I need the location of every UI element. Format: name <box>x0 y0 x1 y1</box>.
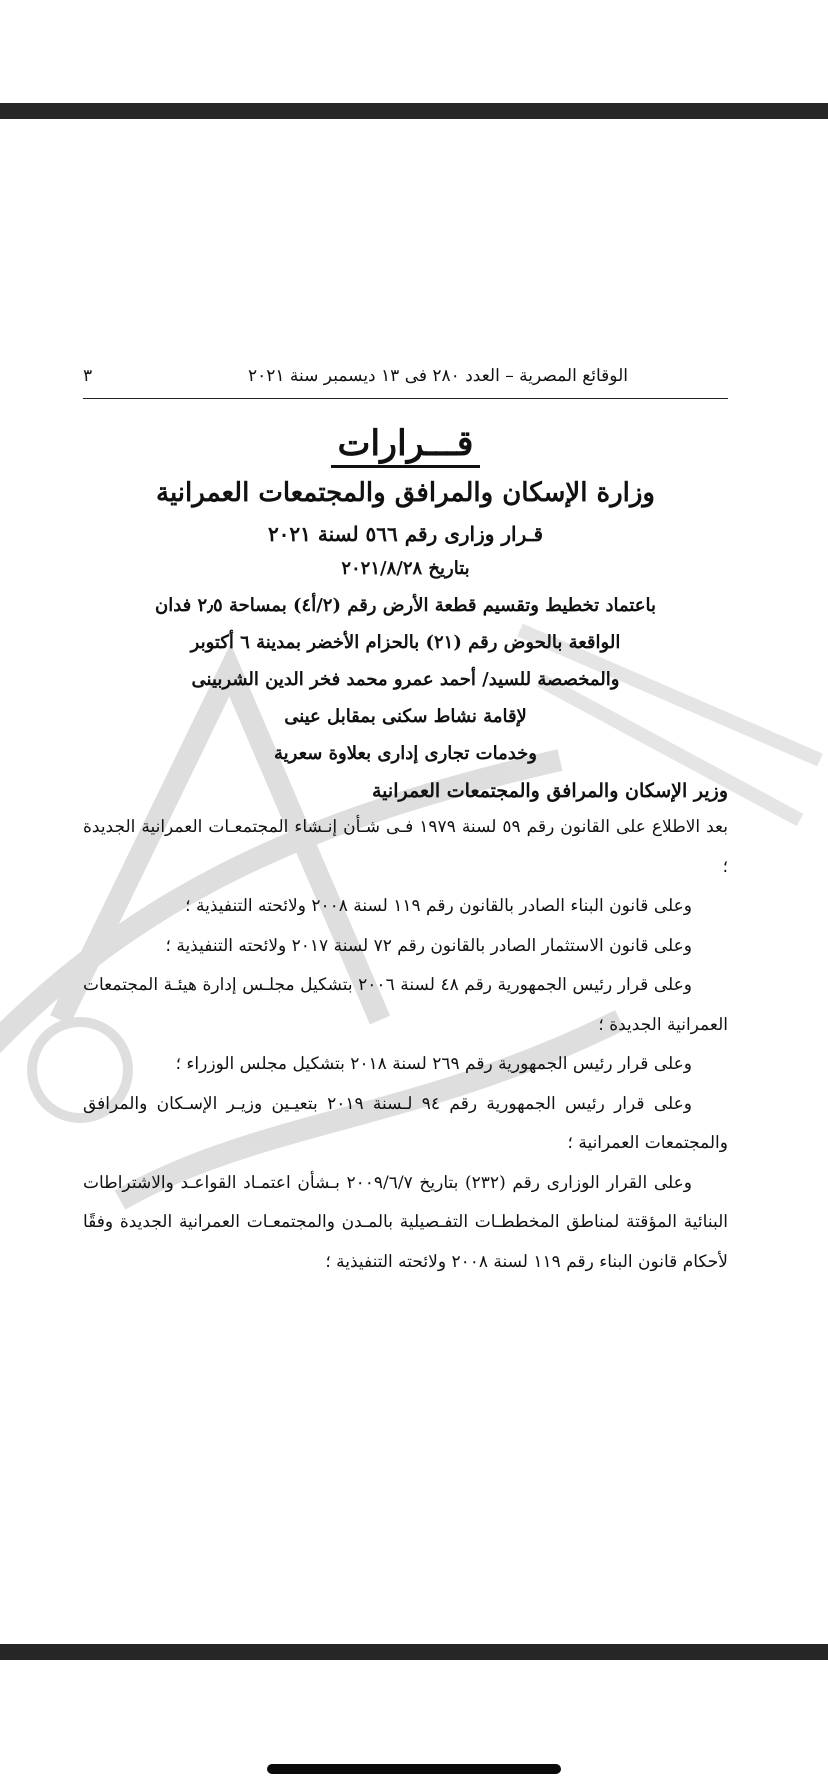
gazette-page <box>83 360 728 1282</box>
top-divider-bar <box>0 103 828 119</box>
decree-number: قـرار وزارى رقم ٥٦٦ لسنة ٢٠٢١ <box>267 522 544 546</box>
bottom-divider-bar <box>0 1644 828 1660</box>
subject-line: وخدمات تجارى إدارى بعلاوة سعرية <box>273 743 537 764</box>
page-number: ٣ <box>83 366 93 386</box>
preamble-paragraph: وعلى قرار رئيس الجمهورية رقم ٤٨ لسنة ٢٠٠٦ بتشكيل مجلـس إدارة هيئـة المجتمعات العمرانية الجديدة ؛ <box>83 975 728 1035</box>
subject-line: والمخصصة للسيد/ أحمد عمرو محمد فخر الدين الشربينى <box>191 669 620 690</box>
gazette-issue-title: الوقائع المصرية – العدد ٢٨٠ فى ١٣ ديسمبر سنة ٢٠٢١ <box>247 366 628 386</box>
decree-date: بتاريخ ٢٠٢١/٨/٢٨ <box>341 558 470 579</box>
preamble-paragraph: بعد الاطلاع على القانون رقم ٥٩ لسنة ١٩٧٩ فـى شـأن إنـشاء المجتمعـات العمرانية الجديدة ؛ <box>83 817 728 877</box>
section-title <box>83 421 728 467</box>
running-header <box>83 360 728 399</box>
preamble-paragraph: وعلى قانون البناء الصادر بالقانون رقم ١١٩ لسنة ٢٠٠٨ ولائحته التنفيذية ؛ <box>185 896 692 916</box>
preamble-paragraph: وعلى القرار الوزارى رقم (٢٣٢) بتاريخ ٢٠٠٩/٦/٧ بـشأن اعتمـاد القواعـد والاشتراطات البنائية المؤقتة لمناطق المخططـات التفـصيلية بالمـدن والمجتمعـات العمرانية الجديدة وفقًا لأحكام قانون البناء رقم ١١٩ لسنة ٢٠٠٨ ولائحته التنفيذية ؛ <box>83 1172 728 1272</box>
subject-line: الواقعة بالحوض رقم (٢١) بالحزام الأخضر بمدينة ٦ أكتوبر <box>190 632 621 653</box>
minister-title: وزير الإسكان والمرافق والمجتمعات العمرانية <box>371 780 728 802</box>
ministry-name: وزارة الإسكان والمرافق والمجتمعات العمرانية <box>156 478 655 508</box>
subject-line: باعتماد تخطيط وتقسيم قطعة الأرض رقم (٢/أ٤) بمساحة ٢٫٥ فدان <box>154 595 657 616</box>
preamble-paragraph: وعلى قرار رئيس الجمهورية رقم ٢٦٩ لسنة ٢٠١٨ بتشكيل مجلس الوزراء ؛ <box>175 1054 692 1074</box>
preamble-paragraph: وعلى قرار رئيس الجمهورية رقم ٩٤ لـسنة ٢٠١٩ بتعيـين وزيـر الإسـكان والمرافق والمجتمعات العمرانية ؛ <box>83 1093 728 1153</box>
preamble-paragraph: وعلى قانون الاستثمار الصادر بالقانون رقم ٧٢ لسنة ٢٠١٧ ولائحته التنفيذية ؛ <box>165 935 692 956</box>
decree-body <box>83 808 728 1282</box>
subject-line: لإقامة نشاط سكنى بمقابل عينى <box>284 706 527 727</box>
home-indicator[interactable] <box>267 1764 561 1774</box>
section-title-text: قـــرارات <box>331 423 479 468</box>
decree-subject <box>83 587 728 772</box>
